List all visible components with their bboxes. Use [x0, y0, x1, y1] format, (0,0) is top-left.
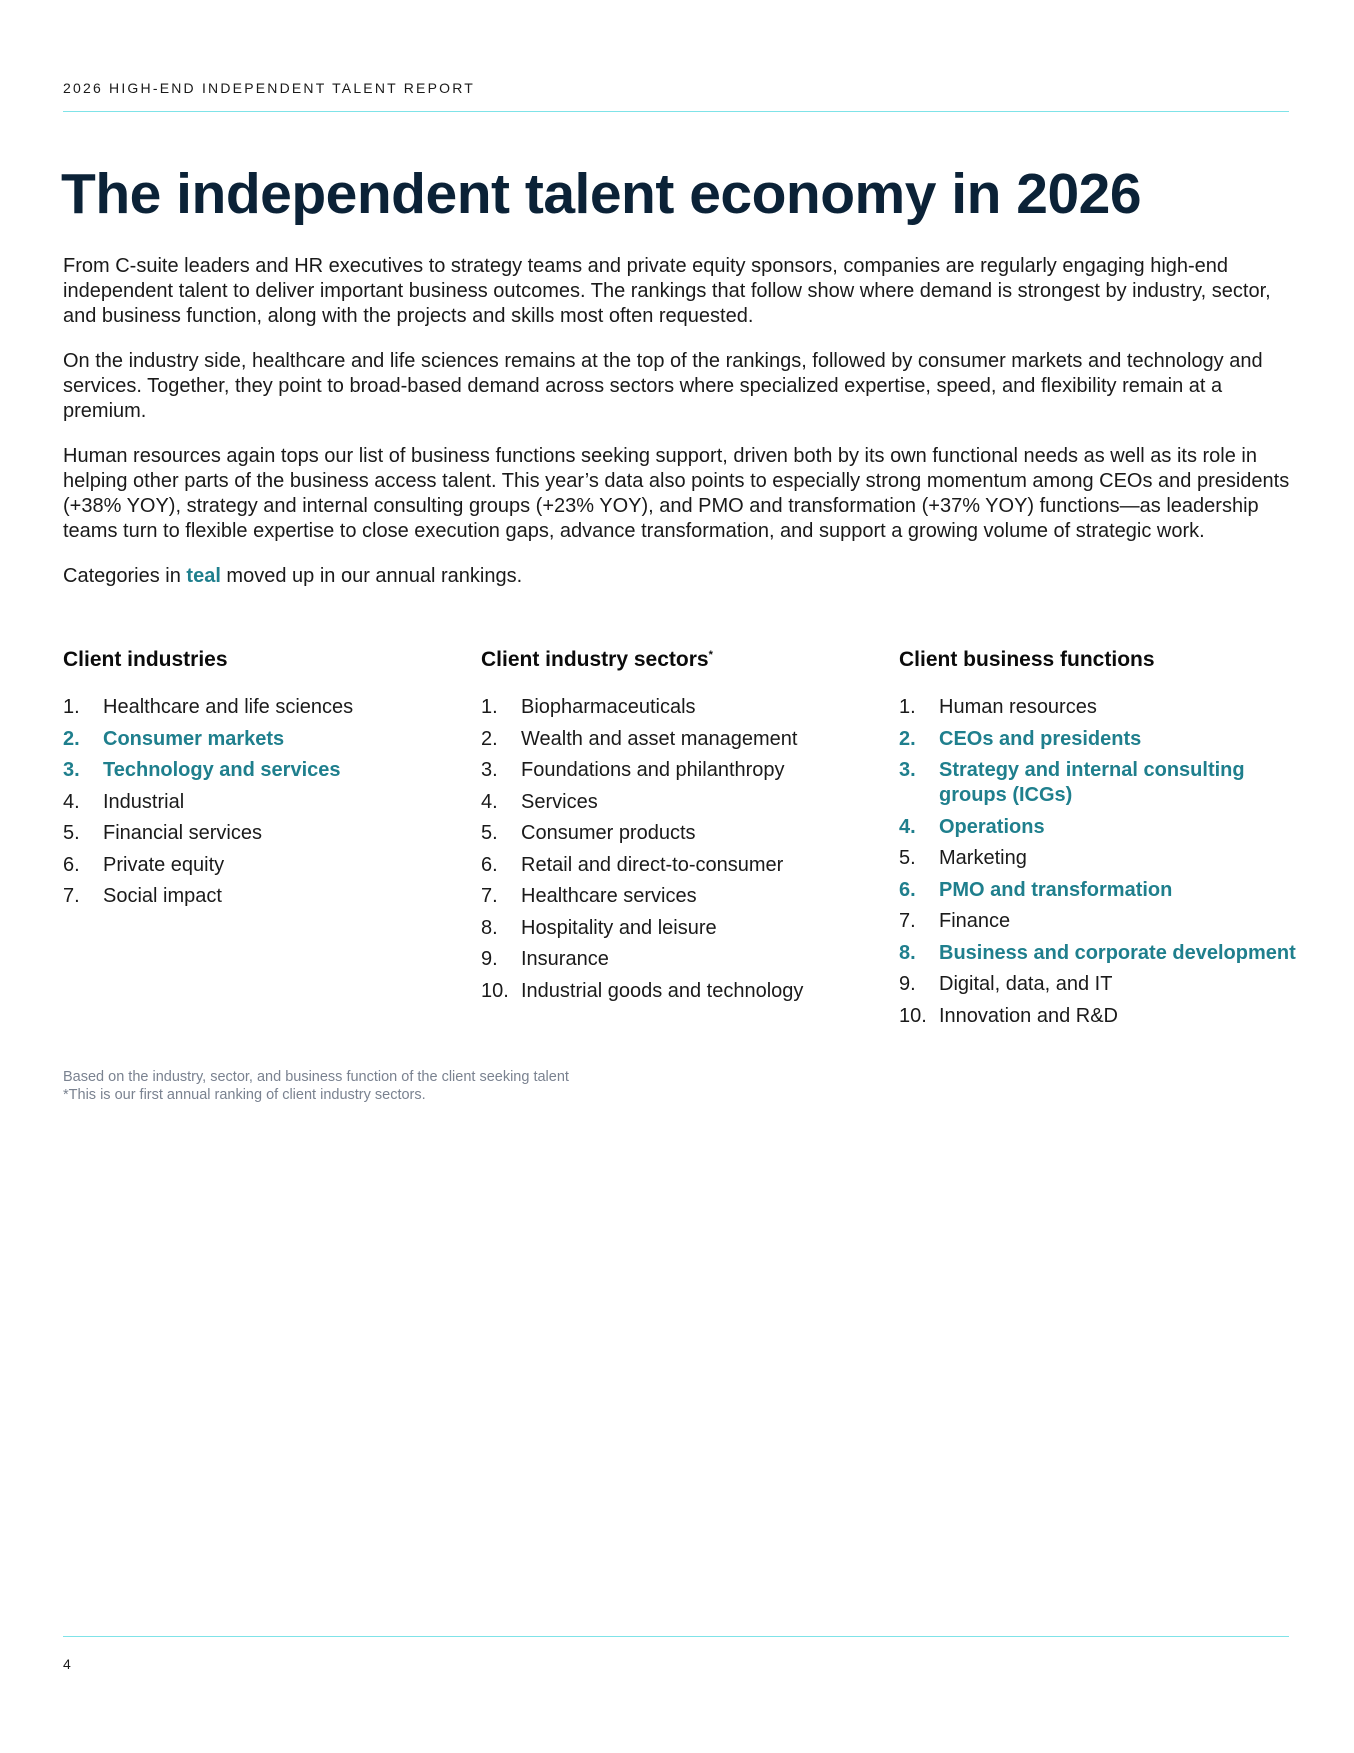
footnote-sectors: *This is our first annual ranking of client industry sectors.	[63, 1087, 426, 1103]
rankings-columns	[63, 645, 1313, 1065]
ranking-label: Strategy and internal consulting groups (ICGs)	[939, 759, 1245, 806]
ranking-item	[481, 853, 881, 878]
ranking-number: 5.	[481, 822, 498, 844]
running-header: 2026 HIGH-END INDEPENDENT TALENT REPORT	[63, 80, 476, 96]
ranking-item	[63, 821, 463, 846]
ranking-number: 8.	[481, 916, 498, 939]
client-sectors-column	[481, 645, 881, 1010]
client-industries-heading: Client industries	[63, 648, 228, 671]
ranking-number: 1.	[63, 696, 80, 718]
header-divider	[63, 111, 1289, 112]
ranking-label: Consumer products	[521, 822, 696, 844]
ranking-label: Business and corporate development	[939, 941, 1296, 964]
ranking-label: Industrial	[103, 790, 185, 813]
ranking-number: 3.	[63, 759, 80, 781]
ranking-number: 5.	[63, 822, 80, 844]
page-number: 4	[63, 1656, 71, 1672]
ranking-item	[899, 941, 1299, 966]
ranking-item	[63, 695, 463, 720]
footer-divider	[63, 1636, 1289, 1637]
ranking-label: Technology and services	[103, 759, 341, 781]
ranking-number: 7.	[63, 885, 80, 907]
ranking-item	[899, 972, 1299, 997]
ranking-item	[899, 909, 1299, 934]
client-functions-heading: Client business functions	[899, 648, 1155, 671]
client-sectors-list	[481, 695, 881, 1004]
ranking-number: 2.	[481, 727, 498, 750]
ranking-item	[481, 821, 881, 846]
ranking-item	[899, 878, 1299, 903]
ranking-label: Human resources	[939, 696, 1097, 718]
footnotes	[63, 1068, 569, 1104]
ranking-item	[481, 916, 881, 941]
intro-paragraph-1: From C-suite leaders and HR executives to strategy teams and private equity sponsors, companies are regularly engaging high-end independent talent to deliver important business outcomes. The rankings that follow show where demand is strongest by industry, sector, and business function, along with the projects and skills most often requested.	[63, 255, 1271, 327]
ranking-item	[481, 947, 881, 972]
ranking-label: CEOs and presidents	[939, 727, 1142, 750]
ranking-number: 6.	[899, 878, 916, 901]
ranking-number: 2.	[899, 727, 916, 750]
ranking-item	[899, 758, 1299, 808]
ranking-label: Innovation and R&D	[939, 1004, 1119, 1027]
ranking-label: Finance	[939, 910, 1011, 932]
ranking-label: Operations	[939, 815, 1045, 838]
client-industries-column	[63, 645, 463, 916]
ranking-item	[481, 695, 881, 720]
ranking-label: Private equity	[103, 853, 225, 876]
ranking-label: Wealth and asset management	[521, 727, 798, 750]
ranking-number: 10.	[481, 979, 509, 1002]
ranking-item	[899, 1004, 1299, 1029]
client-industries-list	[63, 695, 463, 909]
ranking-label: Digital, data, and IT	[939, 973, 1113, 995]
ranking-item	[481, 790, 881, 815]
ranking-item	[899, 846, 1299, 871]
ranking-item	[481, 727, 881, 752]
teal-keyword: teal	[186, 565, 221, 587]
ranking-number: 1.	[899, 696, 916, 718]
ranking-item	[63, 727, 463, 752]
ranking-label: Marketing	[939, 847, 1027, 869]
ranking-label: PMO and transformation	[939, 878, 1173, 901]
ranking-item	[63, 758, 463, 783]
intro-paragraph-2: On the industry side, healthcare and life sciences remains at the top of the rankings, followed by consumer markets and technology and services. Together, they point to broad-based demand across sectors where specialized expertise, speed, and flexibility remain at a premium.	[63, 350, 1263, 422]
ranking-item	[899, 695, 1299, 720]
ranking-number: 5.	[899, 847, 916, 869]
client-sectors-heading-text: Client industry sectors	[481, 648, 709, 671]
ranking-label: Healthcare and life sciences	[103, 696, 354, 718]
page-title: The independent talent economy in 2026	[61, 162, 1142, 226]
client-sectors-heading	[481, 645, 881, 675]
ranking-label: Foundations and philanthropy	[521, 759, 785, 781]
legend-text-before: Categories in	[63, 565, 187, 587]
footnote-basis: Based on the industry, sector, and business function of the client seeking talent	[63, 1069, 569, 1085]
ranking-item	[899, 815, 1299, 840]
ranking-label: Consumer markets	[103, 727, 285, 750]
ranking-label: Social impact	[103, 885, 222, 907]
ranking-item	[481, 884, 881, 909]
client-functions-list	[899, 695, 1299, 1029]
ranking-label: Hospitality and leisure	[521, 916, 717, 939]
ranking-item	[63, 884, 463, 909]
ranking-number: 9.	[899, 973, 916, 995]
ranking-item	[481, 758, 881, 783]
legend-text-after: moved up in our annual rankings.	[220, 565, 523, 587]
ranking-label: Industrial goods and technology	[521, 979, 804, 1002]
footnote-marker: *	[708, 649, 713, 661]
ranking-number: 2.	[63, 727, 80, 750]
ranking-number: 4.	[481, 790, 498, 813]
ranking-number: 7.	[899, 910, 916, 932]
ranking-item	[899, 727, 1299, 752]
ranking-number: 7.	[481, 885, 498, 907]
ranking-item	[481, 979, 881, 1004]
ranking-label: Financial services	[103, 822, 262, 844]
ranking-label: Retail and direct-to-consumer	[521, 853, 784, 876]
intro-text	[63, 254, 1293, 609]
ranking-number: 3.	[481, 759, 498, 781]
ranking-number: 1.	[481, 696, 498, 718]
ranking-label: Insurance	[521, 948, 609, 970]
intro-paragraph-3: Human resources again tops our list of business functions seeking support, driven both by its own functional needs as well as its role in helping other parts of the business access talent. This year’s data also points to especially strong momentum among CEOs and presidents (+38% YOY), strategy and internal consulting groups (+23% YOY), and PMO and transformation (+37% YOY) functions—as leadership teams turn to flexible expertise to close execution gaps, advance transformation, and support a growing volume of strategic work.	[63, 445, 1290, 542]
ranking-label: Healthcare services	[521, 885, 697, 907]
ranking-number: 4.	[63, 790, 80, 813]
ranking-number: 10.	[899, 1004, 927, 1027]
ranking-number: 4.	[899, 815, 916, 838]
ranking-item	[63, 853, 463, 878]
ranking-item	[63, 790, 463, 815]
ranking-label: Services	[521, 790, 598, 813]
teal-legend-note	[63, 564, 1293, 589]
ranking-number: 3.	[899, 759, 916, 781]
ranking-number: 6.	[63, 853, 80, 876]
ranking-number: 9.	[481, 948, 498, 970]
ranking-label: Biopharmaceuticals	[521, 696, 696, 718]
ranking-number: 6.	[481, 853, 498, 876]
client-functions-column	[899, 645, 1299, 1035]
ranking-number: 8.	[899, 941, 916, 964]
